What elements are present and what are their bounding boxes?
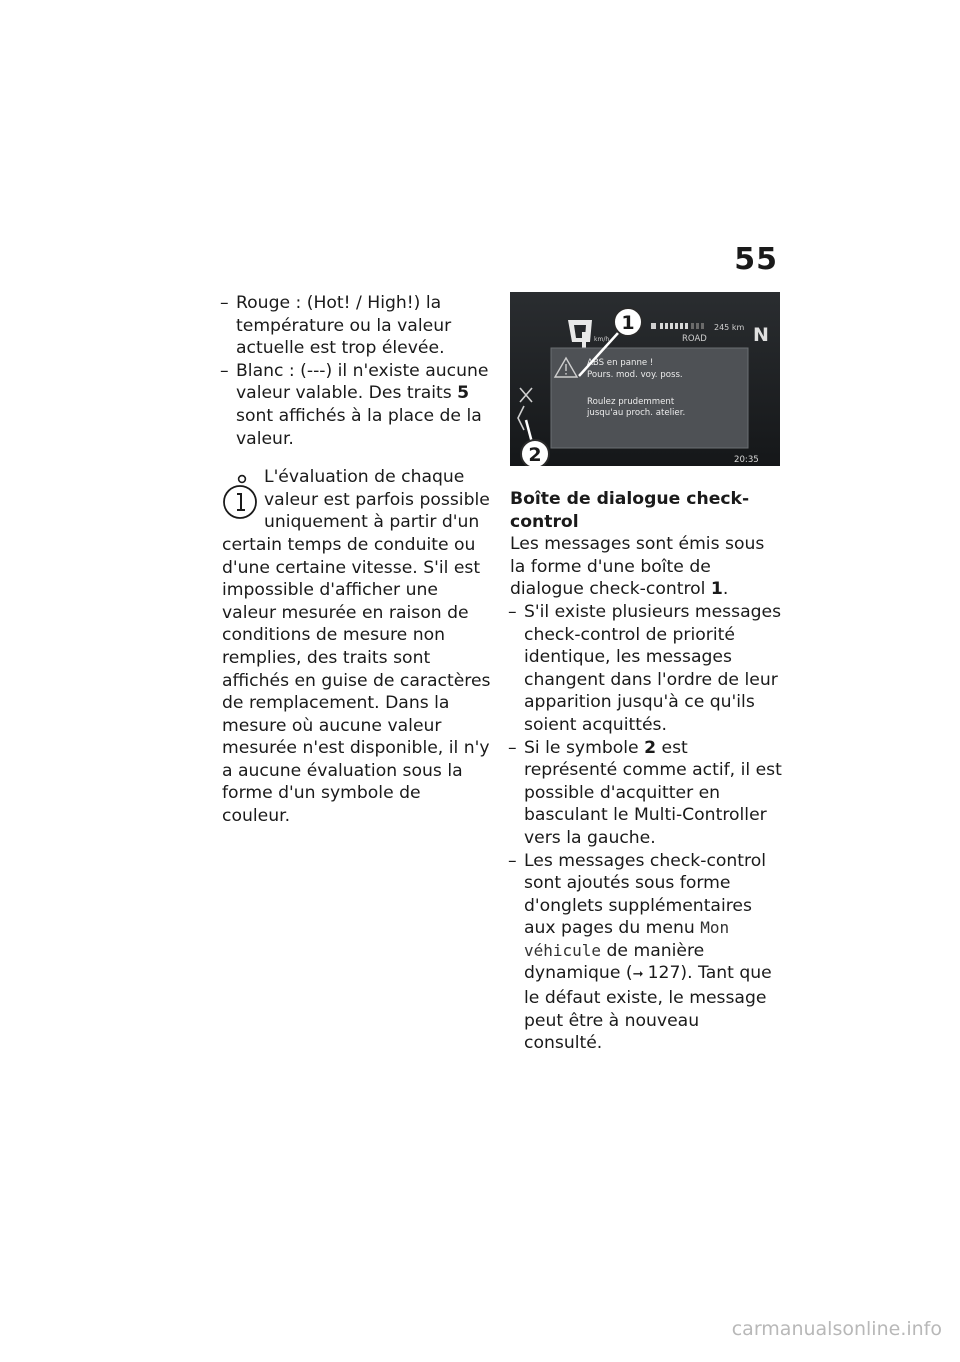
gear-indicator: N	[753, 324, 769, 346]
list-item: – Les messages check-control sont ajoutés sous forme d'onglets supplémentaires aux pages du menu Mon véhicule de manière dynamique (➞ 127). Tant que le défaut existe, le message peut être à nouveau consulté.	[510, 850, 782, 1055]
info-note	[222, 466, 494, 828]
fuel-icon	[651, 323, 656, 329]
left-column	[222, 292, 494, 828]
speed-unit: km/h	[594, 336, 610, 343]
dialog-line-3: Roulez prudemment	[587, 397, 675, 407]
dialog-line-1: ABS en panne !	[587, 358, 654, 368]
list-item-white: – Blanc : (---) il n'existe aucune valeur valable. Des traits 5 sont affichés à la place de la valeur.	[222, 360, 494, 450]
list-item-red: – Rouge : (Hot! / High!) la température ou la valeur actuelle est trop élevée.	[222, 292, 494, 360]
svg-text:1: 1	[621, 312, 635, 334]
tft-display-image	[510, 292, 780, 466]
ride-mode: ROAD	[682, 334, 707, 344]
right-column	[510, 292, 782, 1055]
info-text: L'évaluation de chaque valeur est parfois possible uniquement à partir d'un certain temps de conduite ou d'une certaine vitesse. S'il est impossible d'afficher une valeur mesurée en raison de conditions de mesure non remplies, des traits sont affichés en guise de caractères de remplacement. Dans la mesure où aucune valeur mesurée n'est disponible, il n'y a aucune évaluation sous la forme d'un symbole de couleur.	[222, 467, 491, 827]
page-number: 55	[734, 242, 778, 277]
section-title: Boîte de dialogue check-control	[510, 489, 750, 532]
info-icon	[222, 472, 258, 520]
range-readout: 245 km	[714, 323, 745, 332]
list-item: – Si le symbole 2 est représenté comme actif, il est possible d'acquitter en basculant le Multi-Controller vers la gauche.	[510, 737, 782, 850]
clock: 20:35	[734, 455, 759, 465]
dialog-line-2: Pours. mod. voy. poss.	[587, 370, 683, 380]
color-legend-list	[222, 292, 494, 450]
check-control-list	[510, 601, 782, 1055]
watermark: carmanualsonline.info	[731, 1318, 942, 1340]
svg-text:2: 2	[528, 444, 542, 466]
dialog-line-4: jusqu'au proch. atelier.	[587, 408, 686, 418]
page-reference-arrow-icon: ➞	[632, 967, 648, 983]
intro-paragraph: Les messages sont émis sous la forme d'une boîte de dialogue check-control 1.	[510, 534, 765, 600]
page-reference-link[interactable]: 127	[647, 963, 681, 984]
display-illustration	[510, 292, 780, 466]
menu-name: Mon véhicule	[524, 918, 730, 960]
list-item: – S'il existe plusieurs messages check-control de priorité identique, les messages changent dans l'ordre de leur apparition jusqu'à ce qu'ils soient acquittés.	[510, 601, 782, 737]
